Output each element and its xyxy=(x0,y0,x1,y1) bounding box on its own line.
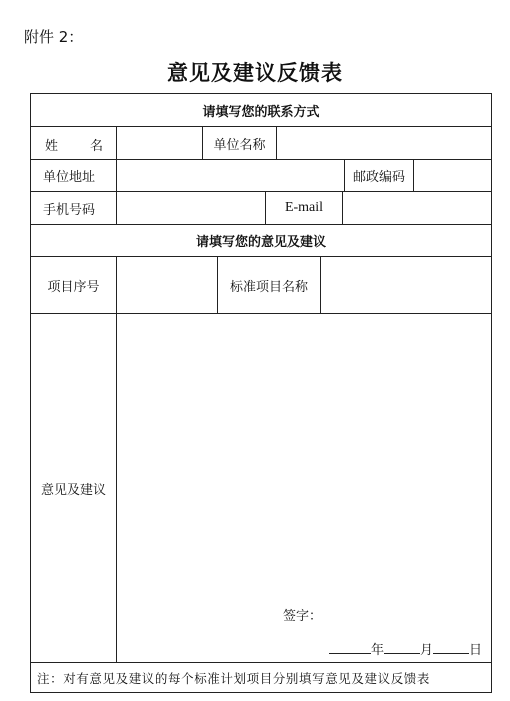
day-field[interactable] xyxy=(433,642,469,654)
opinion-section-heading: 请填写您的意见及建议 xyxy=(195,235,326,250)
email-label: E-mail xyxy=(284,200,324,215)
email-field[interactable] xyxy=(343,192,491,224)
day-label: 日 xyxy=(469,642,483,658)
name-label-char: 姓 xyxy=(45,138,59,154)
mobile-label: 手机号码 xyxy=(43,202,96,218)
footer-note: 注：对有意见及建议的每个标准计划项目分别填写意见及建议反馈表 xyxy=(37,670,431,686)
item-number-field[interactable] xyxy=(117,257,217,313)
month-label: 月 xyxy=(420,642,434,658)
name-field[interactable] xyxy=(117,127,202,159)
unit-name-label: 单位名称 xyxy=(213,137,266,153)
signature-field[interactable] xyxy=(326,600,486,626)
unit-name-field[interactable] xyxy=(277,127,491,159)
opinion-textarea[interactable] xyxy=(117,314,491,594)
signature-label: 签字： xyxy=(283,608,323,624)
feedback-form xyxy=(30,93,492,693)
mobile-field[interactable] xyxy=(117,192,265,224)
year-label: 年 xyxy=(371,642,385,658)
item-number-label: 项目序号 xyxy=(47,279,100,295)
date-row xyxy=(329,636,482,660)
contact-section-heading: 请填写您的联系方式 xyxy=(202,104,320,120)
page-title: 意见及建议反馈表 xyxy=(167,61,343,85)
month-field[interactable] xyxy=(384,642,420,654)
year-field[interactable] xyxy=(329,642,371,654)
postal-code-field[interactable] xyxy=(414,160,491,191)
name-label xyxy=(31,128,117,160)
unit-address-label: 单位地址 xyxy=(43,170,96,185)
standard-name-label: 标准项目名称 xyxy=(229,279,308,295)
unit-address-field[interactable] xyxy=(117,160,344,191)
attachment-label: 附件 2： xyxy=(24,28,84,46)
standard-name-field[interactable] xyxy=(321,257,491,313)
postal-code-label: 邮政编码 xyxy=(352,170,405,185)
opinion-label: 意见及建议 xyxy=(40,482,106,498)
name-label-char: 名 xyxy=(89,138,103,154)
